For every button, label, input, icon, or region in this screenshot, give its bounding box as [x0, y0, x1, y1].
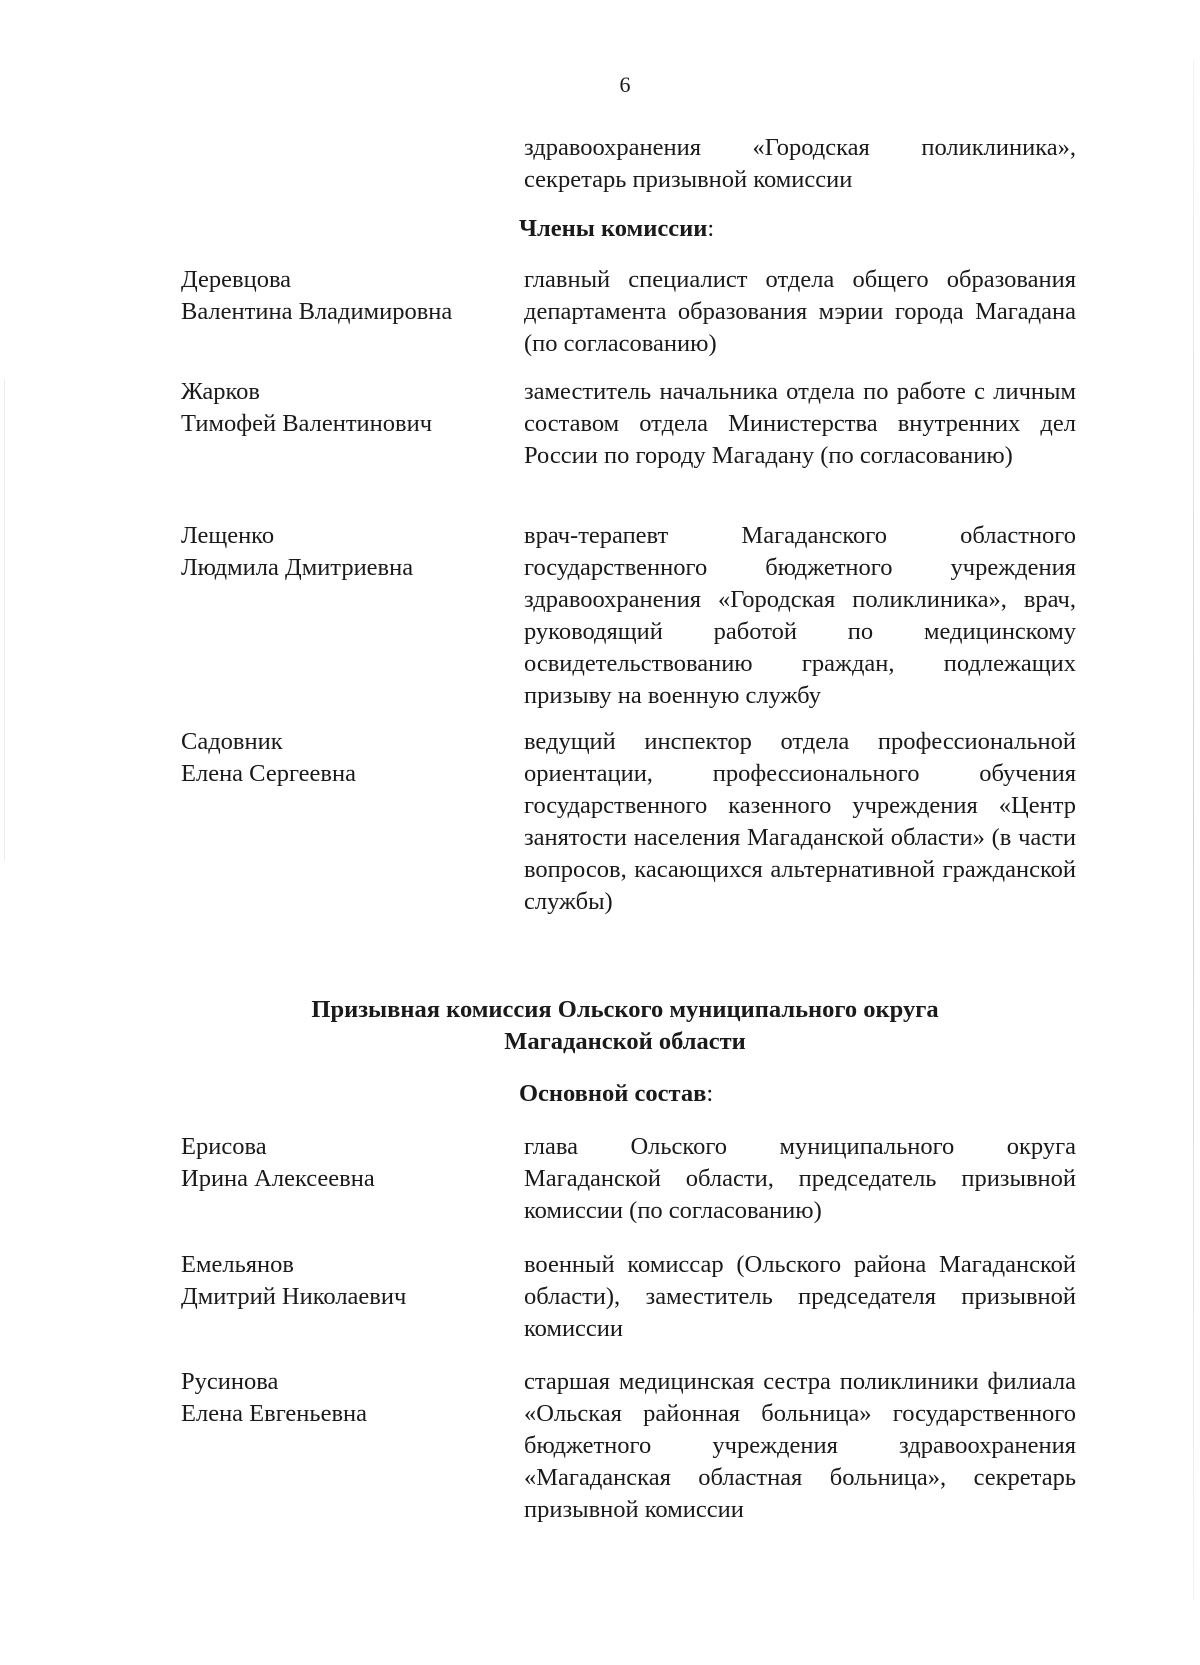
member-name	[181, 376, 511, 440]
member-given-names: Ирина Алексеевна	[181, 1165, 375, 1192]
member-name	[181, 726, 511, 790]
member-name	[181, 520, 511, 584]
member-given-names: Тимофей Валентинович	[181, 410, 433, 437]
member-given-names: Дмитрий Николаевич	[181, 1283, 407, 1310]
member-role: главный специалист отдела общего образования департамента образования мэрии города Магадана (по согласованию)	[524, 266, 1076, 357]
member-name	[181, 1366, 511, 1430]
main-composition-heading-text: Основной состав	[519, 1080, 707, 1107]
member-name	[181, 1249, 511, 1313]
member-role: ведущий инспектор отдела профессиональной ориентации, профессионального обучения государственного казенного учреждения «Центр занятости населения Магаданской области» (в части вопросов, касающихся альтернативной гражданской службы)	[524, 728, 1076, 915]
commission-heading	[0, 994, 1200, 1058]
member-surname: Жарков	[181, 378, 260, 405]
member-role: военный комиссар (Ольского района Магаданской области), заместитель председателя призывной комиссии	[524, 1251, 1076, 1342]
member-surname: Деревцова	[181, 266, 292, 293]
member-given-names: Елена Сергеевна	[181, 760, 356, 787]
member-given-names: Елена Евгеньевна	[181, 1400, 368, 1427]
member-given-names: Валентина Владимировна	[181, 298, 453, 325]
members-heading-colon: :	[707, 215, 715, 242]
main-composition-heading-colon: :	[706, 1080, 714, 1107]
member-surname: Лещенко	[181, 522, 275, 549]
member-surname: Ерисова	[181, 1133, 267, 1160]
member-role: глава Ольского муниципального округа Магаданской области, председатель призывной комиссии (по согласованию)	[524, 1133, 1076, 1224]
member-surname: Русинова	[181, 1368, 279, 1395]
member-name	[181, 1131, 511, 1195]
member-surname: Садовник	[181, 728, 283, 755]
member-role: заместитель начальника отдела по работе с личным составом отдела Министерства внутренних дел России по городу Магадану (по согласованию)	[524, 378, 1076, 469]
member-surname: Емельянов	[181, 1251, 294, 1278]
main-composition-heading	[519, 1078, 713, 1110]
member-name	[181, 264, 511, 328]
page-number: 6	[619, 72, 631, 97]
commission-heading-line2: Магаданской области	[504, 1028, 746, 1055]
member-given-names: Людмила Дмитриевна	[181, 554, 414, 581]
member-role: старшая медицинская сестра поликлиники филиала «Ольская районная больница» государственного бюджетного учреждения здравоохранения «Магаданская областная больница», секретарь призывной комиссии	[524, 1368, 1076, 1523]
scan-edge-right	[1193, 60, 1194, 1600]
members-heading	[519, 213, 714, 245]
commission-heading-line1: Призывная комиссия Ольского муниципального округа	[311, 996, 939, 1023]
scan-edge-left	[4, 380, 5, 860]
previous-entry-continuation: здравоохранения «Городская поликлиника», секретарь призывной комиссии	[524, 134, 1076, 193]
members-heading-text: Члены комиссии	[519, 215, 708, 242]
member-role: врач-терапевт Магаданского областного государственного бюджетного учреждения здравоохранения «Городская поликлиника», врач, руководящий работой по медицинскому освидетельствованию граждан, подлежащих призыву на военную службу	[524, 522, 1076, 709]
